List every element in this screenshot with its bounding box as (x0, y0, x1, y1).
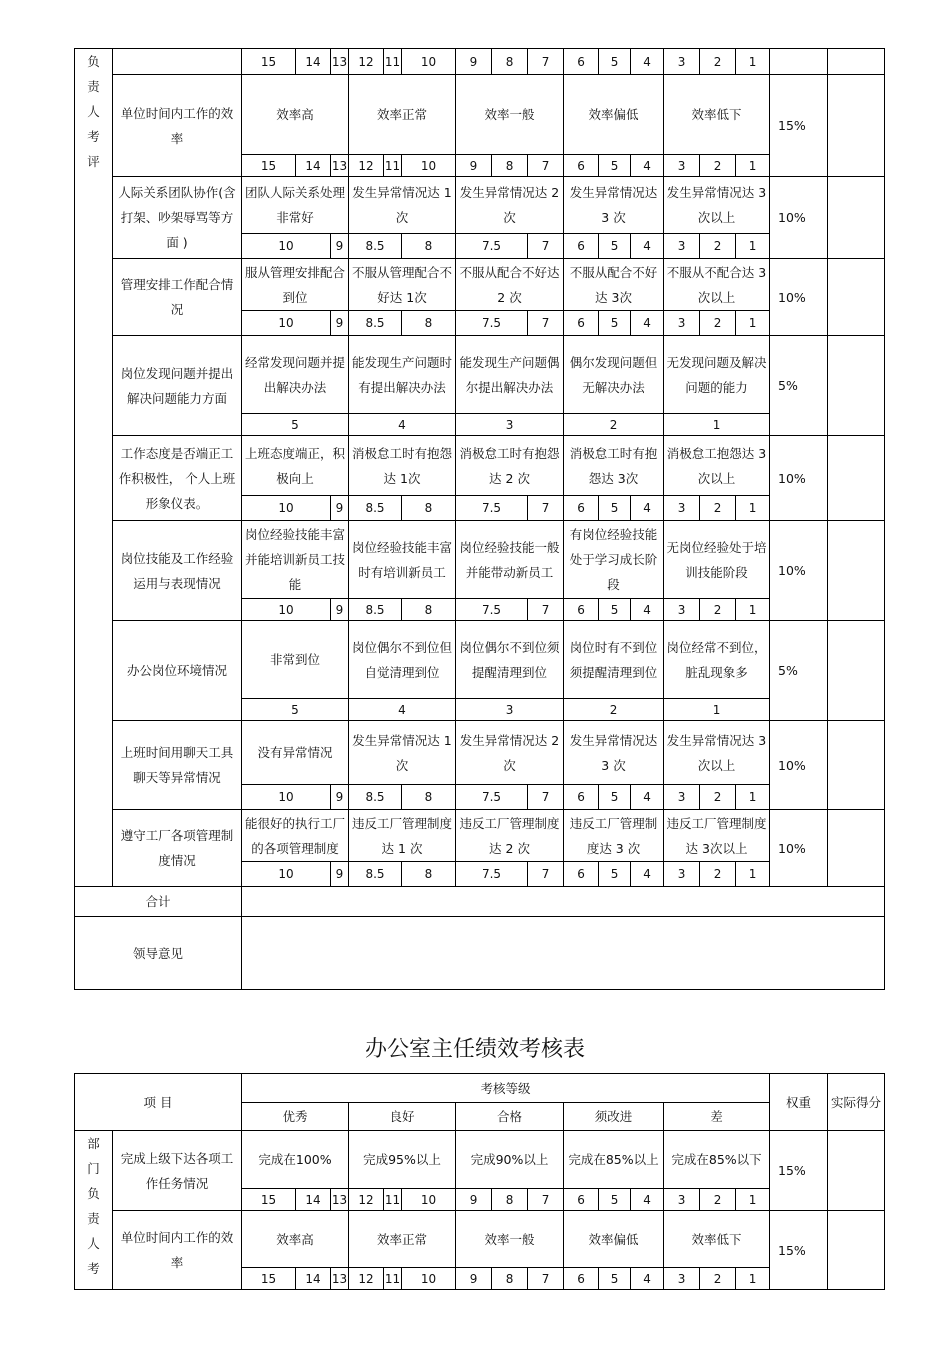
assessment-item: 上班时间用聊天工具聊天等异常情况 (113, 721, 242, 810)
grade-description: 不服从配合不好达 3次 (564, 259, 664, 311)
score-cell: 2 (700, 599, 736, 621)
score-cell: 7 (528, 234, 564, 259)
grade-description: 岗位经验技能一般并能带动新员工 (456, 521, 564, 599)
score-cell: 2 (700, 49, 736, 75)
grade-description: 发生异常情况达 3次以上 (664, 721, 770, 785)
score-cell: 10 (242, 599, 331, 621)
score-cell: 2 (700, 1268, 736, 1290)
total-label: 合计 (75, 887, 242, 917)
grade-description: 不服从管理配合不好达 1次 (349, 259, 456, 311)
assessment-item: 单位时间内工作的效率 (113, 1211, 242, 1290)
grade-description: 发生异常情况达 3 次 (564, 721, 664, 785)
score-cell: 10 (402, 155, 456, 177)
score-cell: 4 (349, 699, 456, 721)
score-cell: 4 (631, 785, 664, 810)
score-cell: 9 (456, 1268, 492, 1290)
grade-description: 偶尔发现问题但无解决办法 (564, 336, 664, 414)
score-cell: 11 (384, 1189, 402, 1211)
score-cell: 5 (242, 414, 349, 436)
actual-score-cell[interactable] (828, 336, 885, 436)
score-cell: 11 (384, 1268, 402, 1290)
weight-value: 10% (770, 521, 828, 621)
score-cell: 5 (242, 699, 349, 721)
grade-description: 上班态度端正，积极向上 (242, 436, 349, 496)
weight-value: 10% (770, 177, 828, 259)
score-cell: 2 (564, 699, 664, 721)
score-cell: 10 (242, 862, 331, 887)
assessment-item: 岗位发现问题并提出解决问题能力方面 (113, 336, 242, 436)
assessment-item: 岗位技能及工作经验运用与表现情况 (113, 521, 242, 621)
weight-header: 权重 (770, 1074, 828, 1131)
score-cell: 6 (564, 862, 599, 887)
grade-description: 岗位时有不到位须提醒清理到位 (564, 621, 664, 699)
actual-score-cell[interactable] (828, 259, 885, 336)
score-cell: 4 (631, 49, 664, 75)
score-cell: 4 (349, 414, 456, 436)
score-cell: 7.5 (456, 785, 528, 810)
actual-score-cell[interactable] (828, 75, 885, 177)
grade-description: 完成在100% (242, 1131, 349, 1189)
item-header: 项 目 (75, 1074, 242, 1131)
grade-name: 合格 (456, 1103, 564, 1131)
grade-description: 消极怠工抱怨达 3次以上 (664, 436, 770, 496)
score-cell: 13 (331, 49, 349, 75)
assessment-item: 遵守工厂各项管理制度情况 (113, 810, 242, 887)
weight-value: 10% (770, 436, 828, 521)
score-cell: 2 (700, 311, 736, 336)
score-cell: 6 (564, 1189, 599, 1211)
actual-score-cell[interactable] (828, 621, 885, 721)
score-cell: 3 (664, 599, 700, 621)
score-cell: 8 (492, 1189, 528, 1211)
score-cell: 9 (331, 496, 349, 521)
score-cell: 8.5 (349, 311, 402, 336)
grade-description: 岗位经验技能丰富时有培训新员工 (349, 521, 456, 599)
grade-description: 不服从配合不好达 2 次 (456, 259, 564, 311)
grade-description: 不服从不配合达 3次以上 (664, 259, 770, 311)
score-cell: 15 (242, 1268, 296, 1290)
score-cell: 8.5 (349, 234, 402, 259)
score-cell: 14 (296, 49, 331, 75)
score-cell: 3 (664, 311, 700, 336)
grade-name: 须改进 (564, 1103, 664, 1131)
grade-description: 经常发现问题并提出解决办法 (242, 336, 349, 414)
assessment-table-continued (74, 48, 885, 990)
score-cell: 3 (456, 414, 564, 436)
score-cell: 8 (402, 234, 456, 259)
grade-description: 消极怠工时有抱怨达 1次 (349, 436, 456, 496)
score-cell: 1 (736, 862, 770, 887)
grade-description: 发生异常情况达 3 次 (564, 177, 664, 234)
score-cell: 1 (736, 1268, 770, 1290)
grade-description: 无岗位经验处于培训技能阶段 (664, 521, 770, 599)
score-cell: 8.5 (349, 785, 402, 810)
side-label-vertical: 负 责 人 考 评 (75, 49, 113, 887)
score-cell: 10 (402, 49, 456, 75)
grade-description: 能发现生产问题时有提出解决办法 (349, 336, 456, 414)
score-cell: 3 (456, 699, 564, 721)
grade-description: 完成95%以上 (349, 1131, 456, 1189)
grade-description: 完成90%以上 (456, 1131, 564, 1189)
grade-description: 能发现生产问题偶尔提出解决办法 (456, 336, 564, 414)
score-cell: 2 (700, 155, 736, 177)
score-cell: 2 (564, 414, 664, 436)
grade-description: 岗位偶尔不到位但自觉清理到位 (349, 621, 456, 699)
score-cell: 12 (349, 155, 384, 177)
weight-value: 15% (770, 1131, 828, 1211)
score-cell: 2 (700, 862, 736, 887)
grade-description: 完成在85%以下 (664, 1131, 770, 1189)
actual-score-header: 实际得分 (828, 1074, 885, 1131)
score-cell: 9 (331, 785, 349, 810)
score-cell: 3 (664, 1268, 700, 1290)
score-cell: 1 (736, 234, 770, 259)
office-director-assessment-table (74, 1073, 885, 1290)
leader-opinion-label: 领导意见 (75, 917, 242, 990)
grade-description: 发生异常情况达 2 次 (456, 177, 564, 234)
score-cell: 5 (599, 785, 631, 810)
score-cell: 15 (242, 1189, 296, 1211)
score-cell: 2 (700, 496, 736, 521)
actual-score-cell[interactable] (828, 436, 885, 521)
grade-description: 有岗位经验技能处于学习成长阶段 (564, 521, 664, 599)
actual-score-cell[interactable] (828, 1131, 885, 1211)
score-cell: 1 (736, 496, 770, 521)
score-cell: 1 (736, 49, 770, 75)
weight-value: 10% (770, 721, 828, 810)
grade-name: 优秀 (242, 1103, 349, 1131)
actual-score-cell[interactable] (828, 177, 885, 259)
score-cell: 8 (492, 155, 528, 177)
weight-value: 15% (770, 1211, 828, 1290)
score-cell: 8 (402, 311, 456, 336)
grade-description: 消极怠工时有抱怨达 2 次 (456, 436, 564, 496)
score-cell: 3 (664, 49, 700, 75)
score-cell: 10 (242, 785, 331, 810)
score-cell: 4 (631, 1268, 664, 1290)
grade-name: 良好 (349, 1103, 456, 1131)
score-cell: 9 (331, 599, 349, 621)
score-cell: 5 (599, 1268, 631, 1290)
assessment-item: 单位时间内工作的效率 (113, 75, 242, 177)
score-cell: 5 (599, 234, 631, 259)
grade-description: 效率一般 (456, 75, 564, 155)
score-cell: 5 (599, 1189, 631, 1211)
score-cell: 1 (664, 414, 770, 436)
score-cell: 7 (528, 862, 564, 887)
score-cell: 5 (599, 599, 631, 621)
score-cell: 8.5 (349, 496, 402, 521)
weight-value: 15% (770, 75, 828, 177)
score-cell: 1 (736, 599, 770, 621)
grade-description: 发生异常情况达 3次以上 (664, 177, 770, 234)
score-cell: 4 (631, 155, 664, 177)
grade-description: 岗位偶尔不到位须提醒清理到位 (456, 621, 564, 699)
grade-description: 效率低下 (664, 1211, 770, 1268)
score-cell: 7.5 (456, 234, 528, 259)
grade-description: 效率高 (242, 1211, 349, 1268)
score-cell: 7 (528, 1268, 564, 1290)
score-cell: 5 (599, 496, 631, 521)
actual-score-cell (828, 49, 885, 75)
score-cell: 4 (631, 234, 664, 259)
score-cell: 8 (492, 1268, 528, 1290)
score-cell: 1 (736, 1189, 770, 1211)
score-cell: 7 (528, 496, 564, 521)
score-cell: 10 (242, 311, 331, 336)
score-cell: 10 (402, 1268, 456, 1290)
score-cell: 9 (331, 862, 349, 887)
score-cell: 12 (349, 1268, 384, 1290)
grade-description: 岗位经验技能丰富并能培训新员工技能 (242, 521, 349, 599)
score-cell: 3 (664, 496, 700, 521)
item-cell-empty (113, 49, 242, 75)
score-cell: 1 (664, 699, 770, 721)
grade-description: 效率高 (242, 75, 349, 155)
score-cell: 4 (631, 311, 664, 336)
weight-value: 10% (770, 810, 828, 887)
score-cell: 6 (564, 234, 599, 259)
score-cell: 6 (564, 599, 599, 621)
score-cell: 6 (564, 311, 599, 336)
weight-value: 10% (770, 259, 828, 336)
assessment-item: 工作态度是否端正工作积极性， 个人上班形象仪表。 (113, 436, 242, 521)
grade-description: 无发现问题及解决问题的能力 (664, 336, 770, 414)
score-cell: 8 (402, 496, 456, 521)
score-cell: 2 (700, 234, 736, 259)
score-cell: 7 (528, 785, 564, 810)
grade-description: 团队人际关系处理非常好 (242, 177, 349, 234)
score-cell: 3 (664, 234, 700, 259)
grade-description: 违反工厂管理制度达 3 次 (564, 810, 664, 862)
score-cell: 7 (528, 1189, 564, 1211)
score-cell: 4 (631, 599, 664, 621)
page-title: 办公室主任绩效考核表 (364, 1037, 585, 1062)
score-cell: 5 (599, 155, 631, 177)
grade-header: 考核等级 (242, 1074, 770, 1103)
score-cell: 10 (242, 496, 331, 521)
actual-score-cell[interactable] (828, 521, 885, 621)
grade-description: 效率偏低 (564, 75, 664, 155)
score-cell: 5 (599, 311, 631, 336)
score-cell: 5 (599, 49, 631, 75)
score-cell: 8 (402, 599, 456, 621)
weight-value: 5% (770, 621, 828, 721)
score-cell: 10 (242, 234, 331, 259)
grade-description: 效率偏低 (564, 1211, 664, 1268)
score-cell: 1 (736, 785, 770, 810)
score-cell: 11 (384, 49, 402, 75)
grade-description: 岗位经常不到位，脏乱现象多 (664, 621, 770, 699)
grade-description: 非常到位 (242, 621, 349, 699)
score-cell: 4 (631, 862, 664, 887)
score-cell: 10 (402, 1189, 456, 1211)
score-cell: 5 (599, 862, 631, 887)
score-cell: 13 (331, 1189, 349, 1211)
score-cell: 9 (456, 155, 492, 177)
score-cell: 15 (242, 155, 296, 177)
grade-description: 违反工厂管理制度达 2 次 (456, 810, 564, 862)
score-cell: 6 (564, 1268, 599, 1290)
grade-description: 效率正常 (349, 1211, 456, 1268)
score-cell: 7.5 (456, 496, 528, 521)
score-cell: 9 (456, 1189, 492, 1211)
score-cell: 2 (700, 1189, 736, 1211)
score-cell: 7.5 (456, 599, 528, 621)
actual-score-cell[interactable] (828, 810, 885, 887)
score-cell: 9 (331, 311, 349, 336)
grade-description: 效率低下 (664, 75, 770, 155)
score-cell: 7 (528, 49, 564, 75)
grade-description: 发生异常情况达 1 次 (349, 721, 456, 785)
assessment-item: 完成上级下达各项工作任务情况 (113, 1131, 242, 1211)
score-cell: 13 (331, 155, 349, 177)
score-cell: 1 (736, 311, 770, 336)
score-cell: 6 (564, 785, 599, 810)
actual-score-cell[interactable] (828, 721, 885, 810)
score-cell: 6 (564, 49, 599, 75)
grade-description: 效率正常 (349, 75, 456, 155)
score-cell: 7.5 (456, 311, 528, 336)
score-cell: 7 (528, 311, 564, 336)
assessment-item: 人际关系团队协作(含打架、吵架辱骂等方面 ) (113, 177, 242, 259)
score-cell: 8 (402, 862, 456, 887)
score-cell: 6 (564, 496, 599, 521)
score-cell: 8 (402, 785, 456, 810)
score-cell: 14 (296, 1189, 331, 1211)
score-cell: 3 (664, 785, 700, 810)
grade-description: 服从管理安排配合到位 (242, 259, 349, 311)
score-cell: 6 (564, 155, 599, 177)
score-cell: 12 (349, 1189, 384, 1211)
grade-description: 没有异常情况 (242, 721, 349, 785)
score-cell: 8.5 (349, 599, 402, 621)
score-cell: 8 (492, 49, 528, 75)
grade-description: 消极怠工时有抱怨达 3次 (564, 436, 664, 496)
score-cell: 3 (664, 1189, 700, 1211)
score-cell: 12 (349, 49, 384, 75)
score-cell: 9 (456, 49, 492, 75)
score-cell: 9 (331, 234, 349, 259)
grade-description: 完成在85%以上 (564, 1131, 664, 1189)
assessment-item: 办公岗位环境情况 (113, 621, 242, 721)
score-cell: 14 (296, 155, 331, 177)
score-cell: 4 (631, 1189, 664, 1211)
grade-description: 发生异常情况达 2 次 (456, 721, 564, 785)
grade-description: 能很好的执行工厂的各项管理制度 (242, 810, 349, 862)
score-cell: 7 (528, 155, 564, 177)
score-cell: 14 (296, 1268, 331, 1290)
score-cell: 7 (528, 599, 564, 621)
actual-score-cell[interactable] (828, 1211, 885, 1290)
score-cell: 4 (631, 496, 664, 521)
score-cell: 1 (736, 155, 770, 177)
weight-cell-empty (770, 49, 828, 75)
grade-description: 发生异常情况达 1 次 (349, 177, 456, 234)
assessment-item: 管理安排工作配合情况 (113, 259, 242, 336)
score-cell: 13 (331, 1268, 349, 1290)
score-cell: 7.5 (456, 862, 528, 887)
leader-opinion-value[interactable] (242, 917, 885, 990)
score-cell: 3 (664, 862, 700, 887)
score-cell: 2 (700, 785, 736, 810)
weight-value: 5% (770, 336, 828, 436)
grade-name: 差 (664, 1103, 770, 1131)
grade-description: 违反工厂管理制度达 1 次 (349, 810, 456, 862)
side-label-vertical: 部 门 负 责 人 考 (75, 1131, 113, 1290)
grade-description: 效率一般 (456, 1211, 564, 1268)
grade-description: 违反工厂管理制度达 3次以上 (664, 810, 770, 862)
score-cell: 15 (242, 49, 296, 75)
score-cell: 11 (384, 155, 402, 177)
score-cell: 3 (664, 155, 700, 177)
score-cell: 8.5 (349, 862, 402, 887)
total-value[interactable] (242, 887, 885, 917)
